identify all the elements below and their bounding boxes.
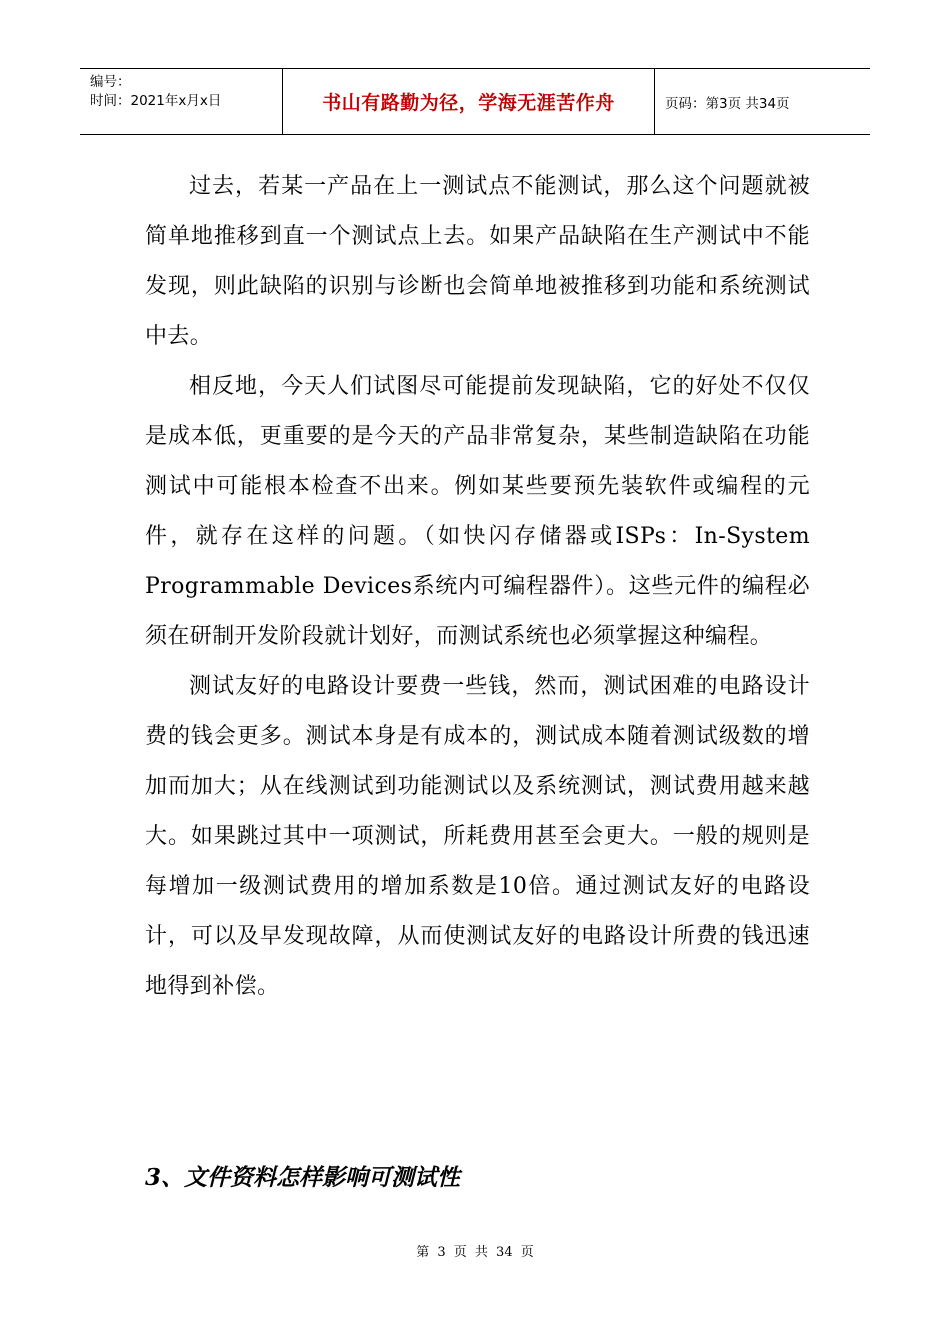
header-motto: 书山有路勤为径，学海无涯苦作舟 xyxy=(283,69,655,134)
paragraph: 相反地，今天人们试图尽可能提前发现缺陷，它的好处不仅仅是成本低，更重要的是今天的产品非常复杂，某些制造缺陷在功能测试中可能根本检查不出来。例如某些要预先装软件或编程的元件，就存在这样的问题。（如快闪存储器或ISPs：In-System Programmable Devices系统内可编程器件）。这些元件的编程必须在研制开发阶段就计划好，而测试系统也必须掌握这种编程。 xyxy=(145,374,810,649)
page-footer: 第 3 页 共 34 页 xyxy=(416,1245,534,1260)
paragraph: 测试友好的电路设计要费一些钱，然而，测试困难的电路设计费的钱会更多。测试本身是有成本的，测试成本随着测试级数的增加而加大；从在线测试到功能测试以及系统测试，测试费用越来越大。如果跳过其中一项测试，所耗费用甚至会更大。一般的规则是每增加一级测试费用的增加系数是10倍。通过测试友好的电路设计，可以及早发现故障，从而使测试友好的电路设计所费的钱迅速地得到补偿。 xyxy=(145,674,810,999)
body-text xyxy=(145,162,810,1012)
page-header xyxy=(80,68,870,135)
header-meta xyxy=(80,69,283,134)
paragraph: 过去，若某一产品在上一测试点不能测试，那么这个问题就被简单地推移到直一个测试点上去。如果产品缺陷在生产测试中不能发现，则此缺陷的识别与诊断也会简单地被推移到功能和系统测试中去。 xyxy=(145,174,810,349)
header-number-label: 编号： xyxy=(90,74,131,90)
section-heading: 3、文件资料怎样影响可测试性 xyxy=(145,1164,461,1191)
header-page-info: 页码：第3页 共34页 xyxy=(665,95,790,112)
header-date-label: 时间：2021年x月x日 xyxy=(90,93,222,109)
